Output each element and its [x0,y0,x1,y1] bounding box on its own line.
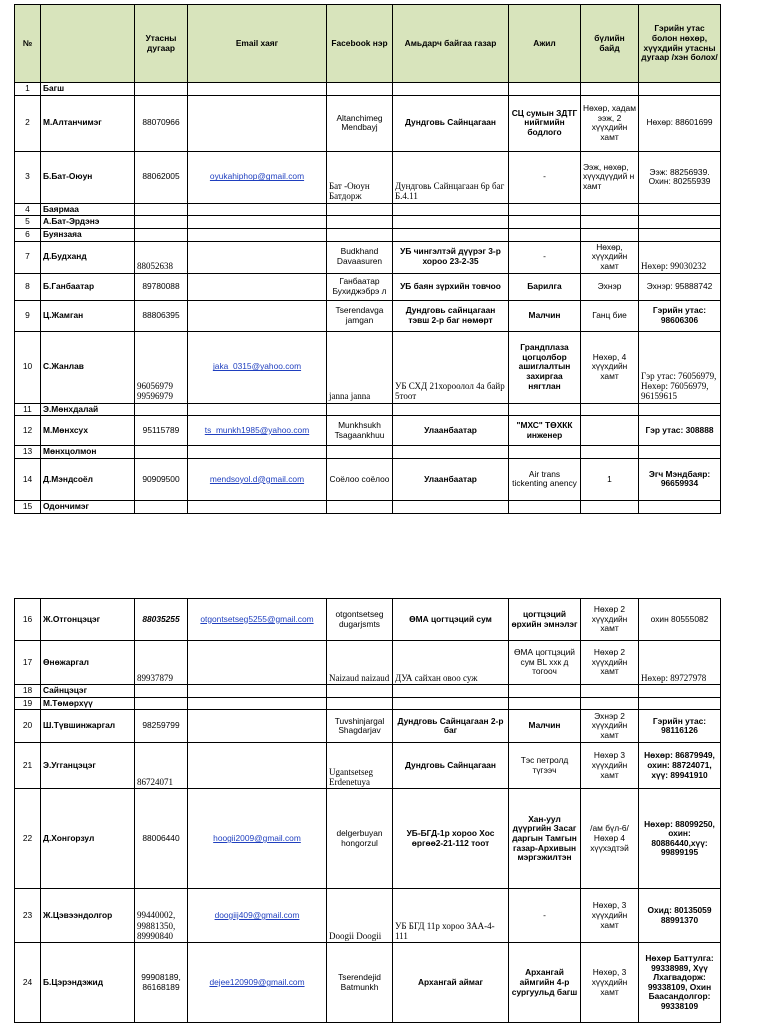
phone-number: 89937879 [135,641,188,685]
email-link[interactable]: dejee120909@gmail.com [209,976,305,987]
table-row [15,331,721,403]
family-status: Ганц бие [581,300,639,331]
home-phone [639,216,721,229]
address [393,403,509,416]
family-status: Нөхөр 3 хүүхдийн хамт [581,743,639,789]
email-link[interactable]: otgontsetseg5255@gmail.com [200,613,314,624]
job: цогтцэций өрхийн эмнэлэг [509,599,581,641]
header-home-phone: Гэрийн утас болон нөхөр, хүүхдийн утасны дугаар /хэн болох/ [639,5,721,83]
phone-number: 90909500 [135,458,188,500]
phone-number [135,446,188,459]
person-name: Ц.Жамган [41,300,135,331]
phone-number: 95115789 [135,416,188,446]
facebook-name: Doogii Doogii [327,889,393,943]
facebook-name: Munkhsukh Tsagaankhuu [327,416,393,446]
email-address[interactable] [188,151,327,203]
family-status [581,216,639,229]
person-name: Одончимэг [41,500,135,513]
family-status [581,685,639,698]
facebook-name: Tserendejid Batmunkh [327,943,393,1023]
person-name: Э.Угганцэцэг [41,743,135,789]
row-number: 24 [15,943,41,1023]
person-name: Д.Будханд [41,241,135,273]
person-name: Э.Мөнхдалай [41,403,135,416]
job [509,403,581,416]
address: Улаанбаатар [393,458,509,500]
family-status: Ээж, нөхөр, хүүхдүүдий н хамт [581,151,639,203]
table-row [15,241,721,273]
email-address [188,697,327,710]
email-address [188,710,327,743]
email-address [188,446,327,459]
home-phone: Эгч Мэндбаяр: 96659934 [639,458,721,500]
home-phone: Ээж: 88256939. Охин: 80255939 [639,151,721,203]
home-phone [639,697,721,710]
job [509,216,581,229]
job [509,697,581,710]
email-address [188,743,327,789]
home-phone: Нөхөр: 86879949, охин: 88724071, хүү: 89941910 [639,743,721,789]
header-family: бүлийн байд [581,5,639,83]
row-number: 11 [15,403,41,416]
header-row [15,5,721,83]
facebook-name: otgontsetseg dugarjsmts [327,599,393,641]
row-number: 1 [15,83,41,96]
address: УБ чингэлтэй дүүрэг 3-р хороо 23-2-35 [393,241,509,273]
facebook-name: Соёлоо соёлоо [327,458,393,500]
job: Малчин [509,300,581,331]
family-status [581,203,639,216]
email-address [188,241,327,273]
address: Дундговь Сайнцагаан 6р баг Б.4.11 [393,151,509,203]
email-address[interactable] [188,789,327,889]
job: Тэс петролд түгээч [509,743,581,789]
table-row [15,273,721,300]
address: УБ баян зүрхийн товчоо [393,273,509,300]
email-address[interactable] [188,599,327,641]
row-number: 13 [15,446,41,459]
phone-number [135,403,188,416]
facebook-name [327,83,393,96]
person-name: М.Мөнхсух [41,416,135,446]
facebook-name [327,403,393,416]
email-address [188,273,327,300]
table-row [15,710,721,743]
job: Хан-уул дүүргийн Засаг даргын Тамгын газар-Архивын мэргэжилтэн [509,789,581,889]
row-number: 5 [15,216,41,229]
address [393,500,509,513]
table-row [15,641,721,685]
phone-number [135,500,188,513]
job: Грандплаза цогцолбор ашиглалтын захиргаа нягтлан [509,331,581,403]
row-number: 3 [15,151,41,203]
address [393,228,509,241]
facebook-name: Budkhand Davaasuren [327,241,393,273]
row-number: 2 [15,95,41,151]
person-name: А.Бат-Эрдэнэ [41,216,135,229]
job: "МХС" ТӨХКК инженер [509,416,581,446]
table-row [15,685,721,698]
address: Дундговь Сайнцагаан [393,743,509,789]
facebook-name: delgerbuyan hongorzul [327,789,393,889]
person-name: Ж.Цэвээндолгор [41,889,135,943]
row-number: 21 [15,743,41,789]
family-status: Нөхөр, 4 хүүхдийн хамт [581,331,639,403]
row-number: 17 [15,641,41,685]
job [509,203,581,216]
person-name: Өнөжаргал [41,641,135,685]
person-name: Б.Бат-Оюун [41,151,135,203]
header-facebook: Facebook нэр [327,5,393,83]
phone-number: 88052638 [135,241,188,273]
email-address[interactable] [188,416,327,446]
family-status: Эхнэр [581,273,639,300]
header-name [41,5,135,83]
address [393,446,509,459]
table-row [15,743,721,789]
row-number: 6 [15,228,41,241]
row-number: 15 [15,500,41,513]
table-row [15,599,721,641]
facebook-name [327,228,393,241]
email-address [188,685,327,698]
header-address: Амьдарч байгаа газар [393,5,509,83]
email-address [188,95,327,151]
address: Дундговь сайнцагаан тэвш 2-р баг нөмөрт [393,300,509,331]
family-status: Нөхөр 2 хүүхдийн хамт [581,599,639,641]
address: Дундговь Сайнцагаан [393,95,509,151]
email-address [188,228,327,241]
row-number: 18 [15,685,41,698]
phone-number: 99908189, 86168189 [135,943,188,1023]
phone-number: 96056979 99596979 [135,331,188,403]
phone-number: 88035255 [135,599,188,641]
phone-number: 89780088 [135,273,188,300]
header-phone: Утасны дугаар [135,5,188,83]
table-row [15,300,721,331]
email-address [188,203,327,216]
facebook-name: Ганбаатар Бухиджэбрэ л [327,273,393,300]
table-row [15,943,721,1023]
email-link[interactable]: hoogii2009@gmail.com [213,832,301,843]
job [509,500,581,513]
job: Air trans tickenting anency [509,458,581,500]
facebook-name: Бат -Оюун Батдорж [327,151,393,203]
family-status: Нөхөр, 3 хүүхдийн хамт [581,889,639,943]
home-phone: Охид: 80135059 88991370 [639,889,721,943]
email-address [188,641,327,685]
home-phone: Нөхөр: 99030232 [639,241,721,273]
home-phone: охин 80555082 [639,599,721,641]
facebook-name [327,500,393,513]
person-name: Ж.Отгонцэцэг [41,599,135,641]
table-row [15,500,721,513]
row-number: 10 [15,331,41,403]
header-number: № [15,5,41,83]
contacts-table-top [14,4,721,514]
home-phone [639,83,721,96]
row-number: 20 [15,710,41,743]
family-status: Эхнэр 2 хүүхдийн хамт [581,710,639,743]
email-address [188,216,327,229]
home-phone: Нөхөр Баттулга: 99338989, Хүү Лхагвадорж: 99338109, Охин Баасандолгор: 99338109 [639,943,721,1023]
facebook-name: Ugantsetseg Erdenetuya [327,743,393,789]
person-name: Б.Цэрэндэжид [41,943,135,1023]
email-link[interactable]: ts_munkh1985@yahoo.com [204,424,310,435]
table-row [15,889,721,943]
person-name: Д.Мэндсоёл [41,458,135,500]
table-row [15,203,721,216]
email-address [188,500,327,513]
home-phone: Гэр утас: 76056979, Нөхөр: 76056979, 96159615 [639,331,721,403]
address: Дундговь Сайнцагаан 2-р баг [393,710,509,743]
phone-number [135,216,188,229]
contacts-table-bottom [14,598,721,1023]
person-name: Баярмаа [41,203,135,216]
job: СЦ сумын ЗДТГ нийгмийн бодлого [509,95,581,151]
row-number: 14 [15,458,41,500]
family-status: Нөхөр, 3 хүүхдийн хамт [581,943,639,1023]
home-phone: Нөхөр: 89727978 [639,641,721,685]
job: - [509,889,581,943]
family-status [581,228,639,241]
person-name: Сайнцэцэг [41,685,135,698]
person-name: М.Төмөрхүү [41,697,135,710]
address: УБ-БГД-1р хороо Хос өргөө2-21-112 тоот [393,789,509,889]
address [393,203,509,216]
family-status [581,83,639,96]
address: Архангай аймаг [393,943,509,1023]
phone-number [135,685,188,698]
facebook-name: janna janna [327,331,393,403]
home-phone: Нөхөр: 88099250, охин: 80886440,хүү: 99899195 [639,789,721,889]
phone-number: 99440002, 99881350, 89990840 [135,889,188,943]
row-number: 19 [15,697,41,710]
home-phone: Нөхөр: 88601699 [639,95,721,151]
email-link[interactable]: doogiij409@gmail.com [214,909,300,920]
job: - [509,241,581,273]
email-address [188,83,327,96]
address [393,697,509,710]
phone-number [135,228,188,241]
phone-number: 98259799 [135,710,188,743]
address: УБ БГД 11р хороо ЗАА-4-111 [393,889,509,943]
table-row [15,151,721,203]
phone-number [135,203,188,216]
job: Архангай аймгийн 4-р сургуульд багш [509,943,581,1023]
row-number: 9 [15,300,41,331]
home-phone [639,446,721,459]
table-row [15,446,721,459]
phone-number: 88006440 [135,789,188,889]
phone-number: 86724071 [135,743,188,789]
family-status [581,416,639,446]
facebook-name [327,685,393,698]
facebook-name [327,216,393,229]
table-row [15,789,721,889]
job [509,228,581,241]
address [393,83,509,96]
home-phone [639,228,721,241]
table-row [15,216,721,229]
job: Малчин [509,710,581,743]
job: - [509,151,581,203]
home-phone [639,403,721,416]
home-phone: Гэрийн утас: 98606306 [639,300,721,331]
row-number: 4 [15,203,41,216]
facebook-name: Tuvshinjargal Shagdarjav [327,710,393,743]
email-link[interactable]: jaka_0315@yahoo.com [212,361,302,372]
phone-number [135,83,188,96]
family-status: Нөхөр 2 хүүхдийн хамт [581,641,639,685]
row-number: 12 [15,416,41,446]
email-address [188,300,327,331]
table-row [15,83,721,96]
table-row [15,95,721,151]
address: Улаанбаатар [393,416,509,446]
table-row [15,458,721,500]
job: Барилга [509,273,581,300]
table-row [15,416,721,446]
person-name: Мөнхцолмон [41,446,135,459]
header-job: Ажил [509,5,581,83]
facebook-name [327,446,393,459]
email-address[interactable] [188,889,327,943]
phone-number: 88062005 [135,151,188,203]
home-phone [639,685,721,698]
address [393,216,509,229]
address: ӨМА цогтцэций сум [393,599,509,641]
person-name: Ш.Түвшинжаргал [41,710,135,743]
email-address [188,403,327,416]
job: ӨМА цогтцэций сум BL ххк д тогооч [509,641,581,685]
person-name: Багш [41,83,135,96]
facebook-name [327,697,393,710]
job [509,446,581,459]
row-number: 7 [15,241,41,273]
job [509,685,581,698]
phone-number [135,697,188,710]
home-phone [639,500,721,513]
facebook-name [327,203,393,216]
row-number: 8 [15,273,41,300]
email-address[interactable] [188,331,327,403]
facebook-name: Naizaud naizaud [327,641,393,685]
person-name: С.Жанлав [41,331,135,403]
header-email: Email хаяг [188,5,327,83]
address: УБ СХД 21хороолол 4а байр 5тоот [393,331,509,403]
table-row [15,228,721,241]
home-phone [639,203,721,216]
person-name: Б.Ганбаатар [41,273,135,300]
job [509,83,581,96]
family-status [581,403,639,416]
row-number: 22 [15,789,41,889]
address: ДУА сайхан овоо суж [393,641,509,685]
family-status [581,697,639,710]
phone-number: 88806395 [135,300,188,331]
family-status: /ам бүл-6/ Нөхөр 4 хүүхэдтэй [581,789,639,889]
family-status: Нөхөр, хүүхдийн хамт [581,241,639,273]
facebook-name: Tserendavga jamgan [327,300,393,331]
person-name: Д.Хонгорзул [41,789,135,889]
email-link[interactable]: mendsoyol.d@gmail.com [209,473,305,484]
email-link[interactable]: oyukahiphop@gmail.com [209,171,305,182]
home-phone: Эхнэр: 95888742 [639,273,721,300]
family-status: 1 [581,458,639,500]
family-status [581,500,639,513]
person-name: Буянзаяа [41,228,135,241]
address [393,685,509,698]
family-status [581,446,639,459]
facebook-name: Altanchimeg Mendbayj [327,95,393,151]
home-phone: Гэр утас: 308888 [639,416,721,446]
email-address[interactable] [188,943,327,1023]
home-phone: Гэрийн утас: 98116126 [639,710,721,743]
table-row [15,403,721,416]
phone-number: 88070966 [135,95,188,151]
email-address[interactable] [188,458,327,500]
row-number: 23 [15,889,41,943]
row-number: 16 [15,599,41,641]
person-name: М.Алтанчимэг [41,95,135,151]
family-status: Нөхөр, хадам ээж, 2 хүүхдийн хамт [581,95,639,151]
table-row [15,697,721,710]
